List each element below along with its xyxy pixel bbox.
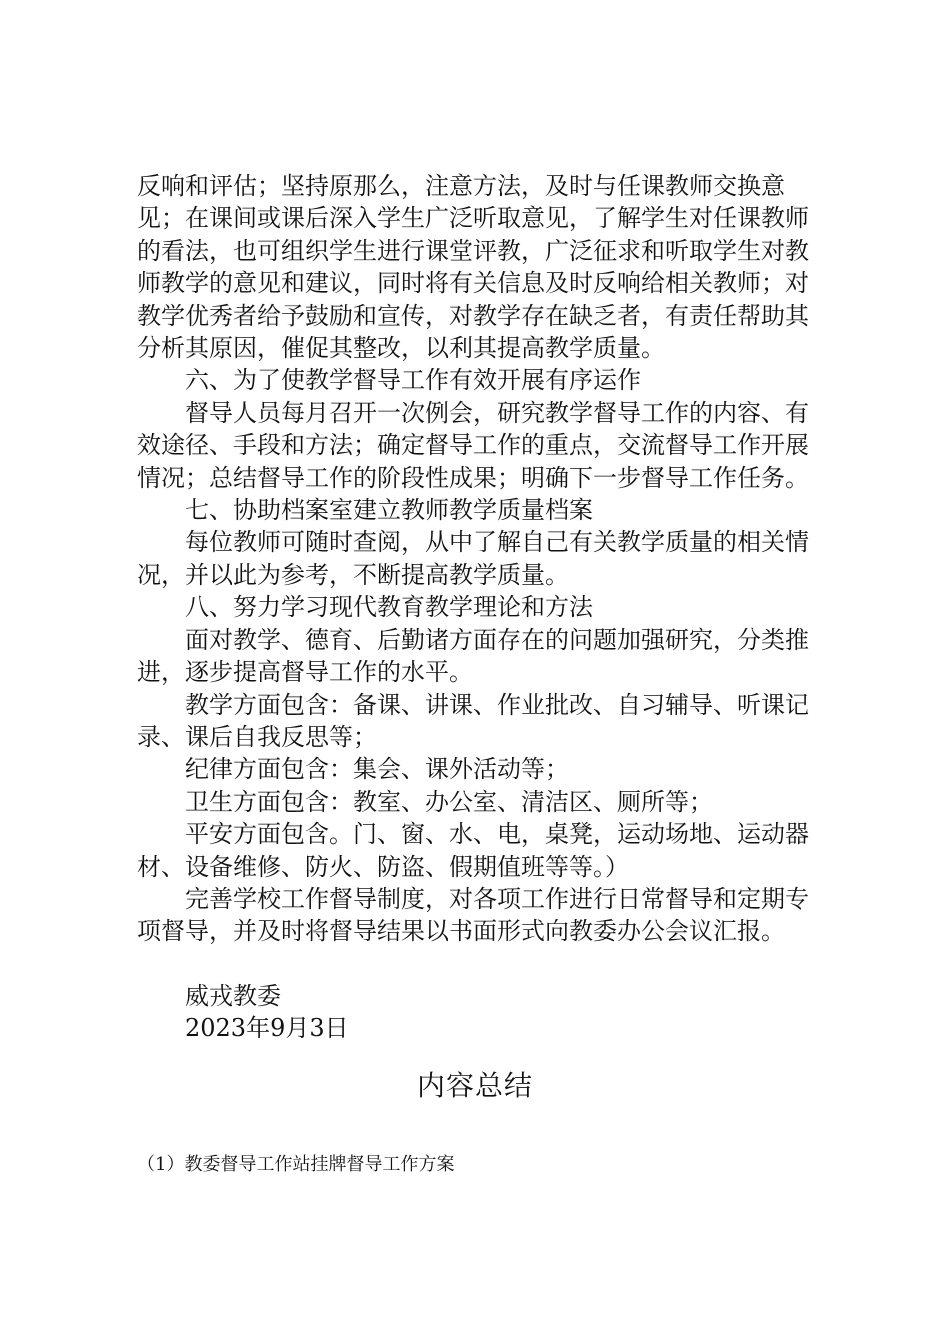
summary-title: 内容总结: [416, 1069, 533, 1102]
body-paragraph: 反响和评估；坚持原那么，注意方法，及时与任课教师交换意见；在课间或课后深入学生广泛听取意见，了解学生对任课教师的看法，也可组织学生进行课堂评教，广泛征求和听取学生对教师教学的意见和建议，同时将有关信息及时反响给相关教师；对教学优秀者给予鼓励和宣传，对教学存在缺乏者，有责任帮助其分析其原因，催促其整改，以利其提高教学质量。: [137, 172, 809, 363]
section-heading-6: 六、为了使教学督导工作有效开展有序运作: [185, 366, 641, 395]
body-paragraph: 完善学校工作督导制度，对各项工作进行日常督导和定期专项督导，并及时将督导结果以书面形式向教委办公会议汇报。: [137, 884, 809, 946]
body-paragraph: 卫生方面包含：教室、办公室、清洁区、厕所等；: [185, 787, 713, 816]
body-paragraph: 督导人员每月召开一次例会，研究教学督导工作的内容、有效途径、手段和方法；确定督导工作的重点，交流督导工作开展情况；总结督导工作的阶段性成果；明确下一步督导工作任务。: [137, 398, 809, 492]
document-body: [137, 170, 827, 1045]
body-paragraph: 纪律方面包含：集会、课外活动等；: [185, 755, 569, 784]
section-heading-7: 七、协助档案室建立教师教学质量档案: [185, 496, 593, 525]
section-heading-8: 八、努力学习现代教育教学理论和方法: [185, 593, 593, 622]
body-paragraph: 教学方面包含：备课、讲课、作业批改、自习辅导、听课记录、课后自我反思等；: [137, 690, 809, 751]
body-paragraph: 平安方面包含。门、窗、水、电，桌凳，运动场地、运动器材、设备维修、防火、防盗、假期值班等等。）: [137, 820, 809, 881]
signature-block: [137, 980, 827, 1045]
body-paragraph: 每位教师可随时查阅，从中了解自己有关教学质量的相关情况，并以此为参考，不断提高教学质量。: [137, 528, 809, 589]
signature-org: 威戎教委: [185, 981, 281, 1010]
signature-date: 2023年9月3日: [185, 1014, 349, 1043]
summary-item: （1）教委督导工作站挂牌督导工作方案: [137, 1154, 455, 1175]
body-paragraph: 面对教学、德育、后勤诸方面存在的问题加强研究，分类推进，逐步提高督导工作的水平。: [137, 625, 809, 687]
